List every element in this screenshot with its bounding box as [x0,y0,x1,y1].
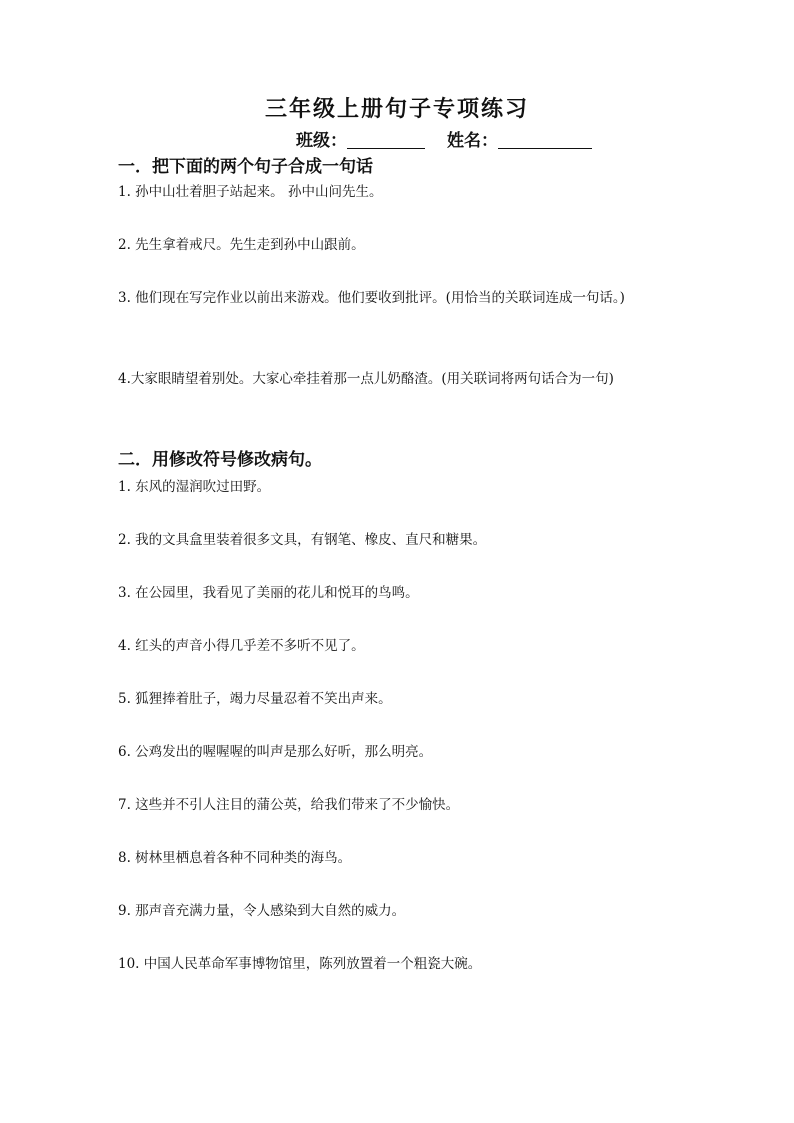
page-title: 三年级上册句子专项练习 [264,97,529,122]
section-2-item-7: 7. 这些并不引人注目的蒲公英，给我们带来了不少愉快。 [118,797,460,813]
section-2-item-9: 9. 那声音充满力量，令人感染到大自然的威力。 [118,903,406,919]
section-2-heading: 二．用修改符号修改病句。 [118,450,322,470]
section-2-item-6: 6. 公鸡发出的喔喔喔的叫声是那么好听，那么明亮。 [118,744,433,760]
section-1-item-4: 4.大家眼睛望着别处。大家心牵挂着那一点儿奶酪渣。(用关联词将两句话合为一句) [118,371,614,387]
section-2-item-1: 1. 东风的湿润吹过田野。 [118,479,271,495]
section-2-item-4: 4. 红头的声音小得几乎差不多听不见了。 [118,638,365,654]
section-2-item-5: 5. 狐狸捧着肚子，竭力尽量忍着不笑出声来。 [118,691,392,707]
section-2-item-3: 3. 在公园里，我看见了美丽的花儿和悦耳的鸟鸣。 [118,585,419,601]
name-label: 姓名： [447,131,498,151]
section-1-item-2: 2. 先生拿着戒尺。先生走到孙中山跟前。 [118,237,365,253]
section-2-item-8: 8. 树林里栖息着各种不同种类的海鸟。 [118,850,352,866]
class-blank-line[interactable] [347,130,425,149]
section-2-item-2: 2. 我的文具盒里装着很多文具，有钢笔、橡皮、直尺和糖果。 [118,532,487,548]
section-1-item-1: 1. 孙中山壮着胆子站起来。 孙中山问先生。 [118,184,383,200]
section-1-item-3: 3. 他们现在写完作业以前出来游戏。他们要收到批评。(用恰当的关联词连成一句话。) [118,290,625,306]
name-blank-line[interactable] [498,130,592,149]
section-2-item-10: 10. 中国人民革命军事博物馆里，陈列放置着一个粗瓷大碗。 [118,956,482,972]
student-info-row [296,126,592,151]
class-label: 班级： [296,131,347,151]
section-1-heading: 一．把下面的两个句子合成一句话 [118,157,373,177]
